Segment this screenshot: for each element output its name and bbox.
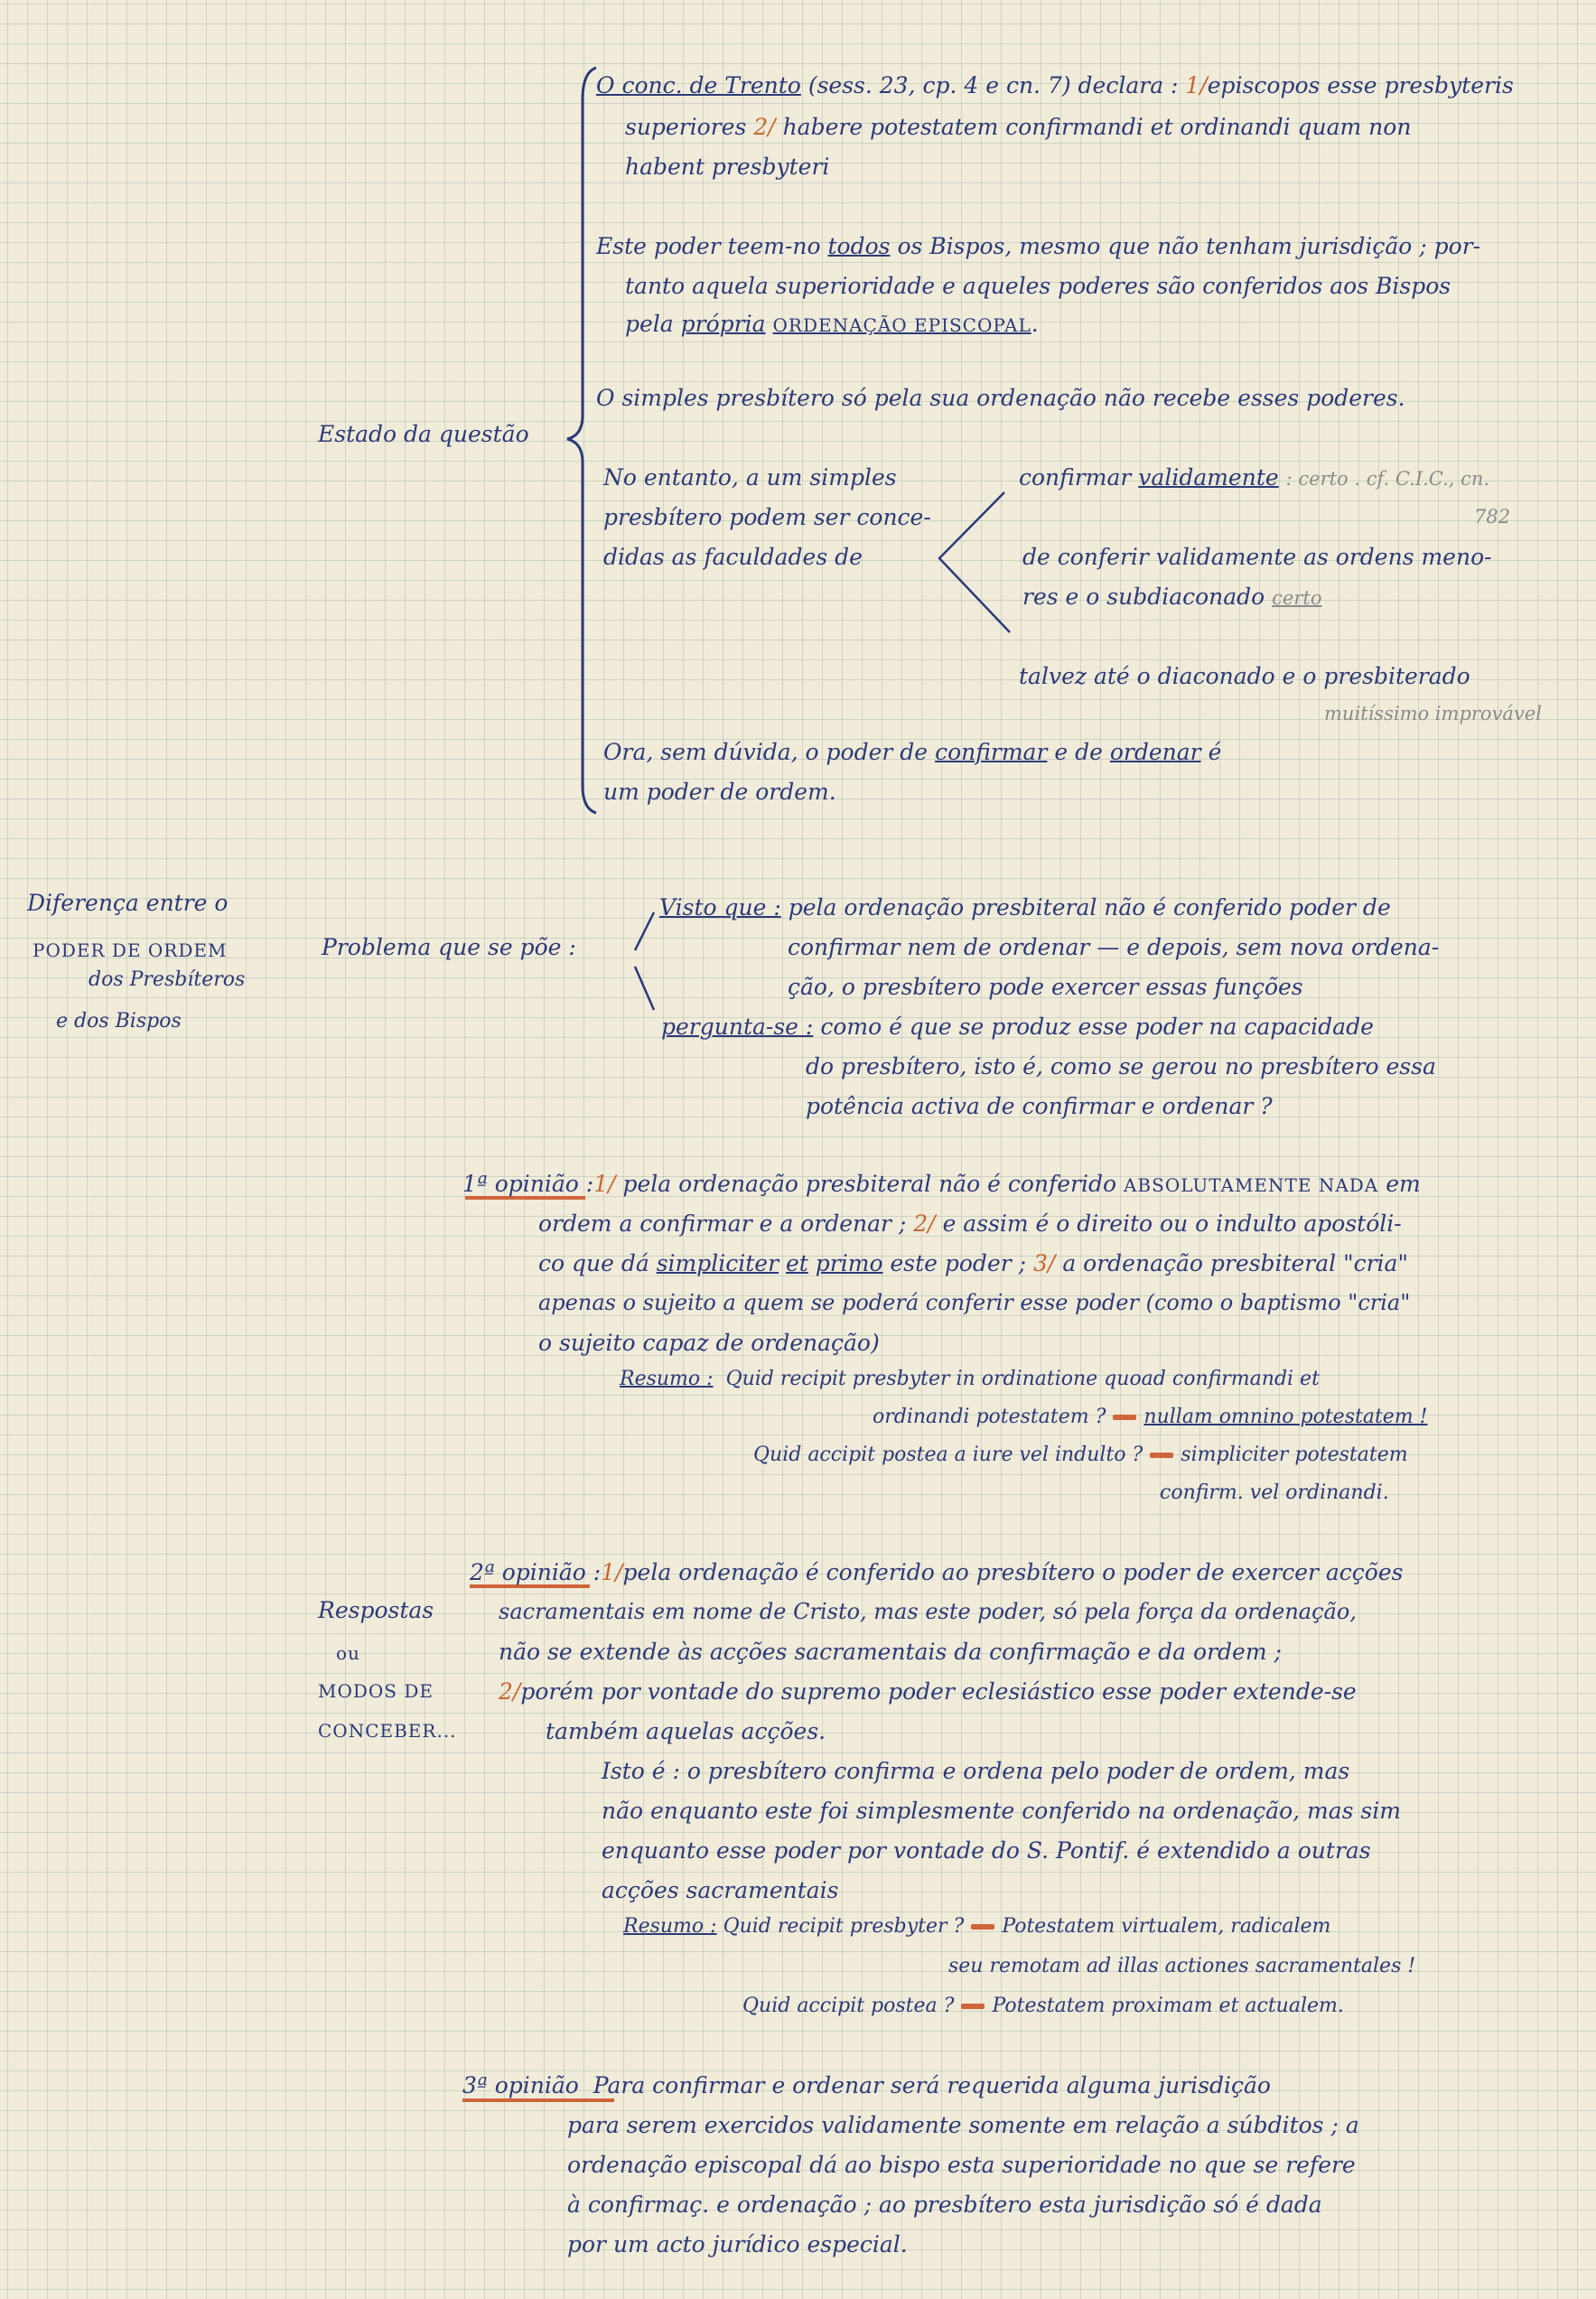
- op1-line1: 1ª opinião :1/ pela ordenação presbiteral não é conferido ABSOLUTAMENTE NADA em: [462, 1171, 1421, 1197]
- left-title-line2: PODER DE ORDEM: [33, 939, 228, 961]
- poder-line1: Este poder teem-no todos os Bispos, mesmo que não tenham jurisdição ; por-: [596, 233, 1481, 259]
- op2-isto-line3: enquanto esse poder por vontade do S. Pontif. é extendido a outras: [602, 1837, 1371, 1864]
- op1-resumo-line4: confirm. vel ordinandi.: [1160, 1481, 1389, 1504]
- respostas-line3: MODOS DE: [318, 1680, 434, 1702]
- left-title-line4: e dos Bispos: [56, 1010, 182, 1033]
- op2-resumo-line2: seu remotam ad illas actiones sacramentales !: [948, 1955, 1416, 1977]
- trento-line1: O conc. de Trento (sess. 23, cp. 4 e cn. 7) declara : 1/episcopos esse presbyteris: [596, 72, 1514, 98]
- simples-line: O simples presbítero só pela sua ordenação não recebe esses poderes.: [596, 385, 1405, 411]
- op1-resumo-line2: ordinandi potestatem ? nullam omnino potestatem !: [873, 1406, 1428, 1428]
- op2-line1: 2ª opinião :1/pela ordenação é conferido ao presbítero o poder de exercer acções: [470, 1559, 1404, 1585]
- branch3-note: muitíssimo improvável: [1324, 703, 1542, 724]
- branch1-canon: 782: [1474, 506, 1511, 528]
- trento-line3: habent presbyteri: [625, 154, 830, 180]
- dash-mark: [1150, 1453, 1173, 1458]
- branch2-line1: de conferir validamente as ordens meno-: [1022, 544, 1492, 570]
- op2-isto-line4: acções sacramentais: [602, 1877, 839, 1903]
- left-title-line3: dos Presbíteros: [89, 968, 246, 991]
- estado-brace: [567, 68, 596, 813]
- estado-label: Estado da questão: [318, 421, 529, 447]
- visto-line3: ção, o presbítero pode exercer essas funções: [788, 974, 1303, 1000]
- problema-slash-up: [635, 912, 654, 950]
- dash-mark: [961, 2004, 985, 2009]
- pergunta-line1: pergunta-se : como é que se produz esse poder na capacidade: [661, 1014, 1374, 1040]
- entanto-line3: didas as faculdades de: [603, 544, 863, 570]
- op1-line2: ordem a confirmar e a ordenar ; 2/ e assim é o direito ou o indulto apostóli-: [538, 1210, 1402, 1237]
- respostas-line2: ou: [336, 1642, 360, 1664]
- visto-line1: Visto que : pela ordenação presbiteral não é conferido poder de: [659, 894, 1391, 921]
- branch1-line: confirmar validamente : certo . cf. C.I.C., cn.: [1019, 464, 1490, 491]
- pergunta-line2: do presbítero, isto é, como se gerou no presbítero essa: [806, 1053, 1436, 1079]
- op2-line4: 2/porém por vontade do supremo poder eclesiástico esse poder extende-se: [499, 1678, 1357, 1705]
- op1-line4: apenas o sujeito a quem se poderá conferir esse poder (como o baptismo "cria": [538, 1290, 1411, 1315]
- op2-isto-line1: Isto é : o presbítero confirma e ordena pelo poder de ordem, mas: [602, 1758, 1350, 1784]
- branch2-line2: res e o subdiaconado certo: [1022, 584, 1322, 610]
- poder-line2: tanto aquela superioridade e aqueles poderes são conferidos aos Bispos: [625, 273, 1451, 299]
- op1-resumo-line3: Quid accipit postea a iure vel indulto ? simpliciter potestatem: [753, 1444, 1408, 1466]
- op2-line5: também aquelas acções.: [546, 1718, 826, 1744]
- ora-line1: Ora, sem dúvida, o poder de confirmar e de ordenar é: [603, 739, 1222, 765]
- op3-line3: ordenação episcopal dá ao bispo esta superioridade no que se refere: [567, 2152, 1356, 2178]
- trento-line2: superiores 2/ habere potestatem confirmandi et ordinandi quam non: [625, 114, 1412, 140]
- problema-slash-down: [635, 967, 654, 1010]
- op3-line5: por um acto jurídico especial.: [567, 2231, 908, 2257]
- respostas-line1: Respostas: [318, 1597, 434, 1623]
- dash-mark: [971, 1924, 994, 1930]
- op2-isto-line2: não enquanto este foi simplesmente conferido na ordenação, mas sim: [602, 1798, 1401, 1824]
- op1-resumo-line1: Resumo : Quid recipit presbyter in ordinatione quoad confirmandi et: [620, 1368, 1320, 1390]
- op2-line3: não se extende às acções sacramentais da confirmação e da ordem ;: [499, 1639, 1282, 1665]
- respostas-line4: CONCEBER...: [318, 1720, 457, 1742]
- op2-line2: sacramentais em nome de Cristo, mas este poder, só pela força da ordenação,: [499, 1599, 1357, 1624]
- dash-mark: [1113, 1415, 1136, 1420]
- op3-line2: para serem exercidos validamente somente em relação a súbditos ; a: [567, 2112, 1359, 2138]
- entanto-line2: presbítero podem ser conce-: [603, 504, 931, 530]
- op1-line5: o sujeito capaz de ordenação): [538, 1330, 880, 1356]
- op1-line3: co que dá simpliciter et primo este poder ; 3/ a ordenação presbiteral "cria": [538, 1250, 1408, 1276]
- op3-line4: à confirmaç. e ordenação ; ao presbítero esta jurisdição só é dada: [567, 2192, 1322, 2218]
- faculdades-bracket: [939, 492, 1010, 632]
- pergunta-line3: potência activa de confirmar e ordenar ?: [806, 1093, 1273, 1119]
- entanto-line1: No entanto, a um simples: [603, 464, 897, 491]
- left-title-line1: Diferença entre o: [27, 890, 229, 916]
- branch3-line: talvez até o diaconado e o presbiterado: [1019, 663, 1470, 689]
- ora-line2: um poder de ordem.: [603, 779, 836, 805]
- op2-resumo-line1: Resumo : Quid recipit presbyter ? Potestatem virtualem, radicalem: [623, 1915, 1331, 1938]
- op3-line1: 3ª opinião Para confirmar e ordenar será requerida alguma jurisdição: [462, 2072, 1271, 2098]
- op2-resumo-line3: Quid accipit postea ? Potestatem proximam et actualem.: [742, 1995, 1344, 2017]
- poder-line3: pela própria ORDENAÇÃO EPISCOPAL.: [625, 311, 1039, 337]
- problema-label: Problema que se põe :: [322, 934, 576, 960]
- visto-line2: confirmar nem de ordenar — e depois, sem nova ordena-: [788, 934, 1440, 960]
